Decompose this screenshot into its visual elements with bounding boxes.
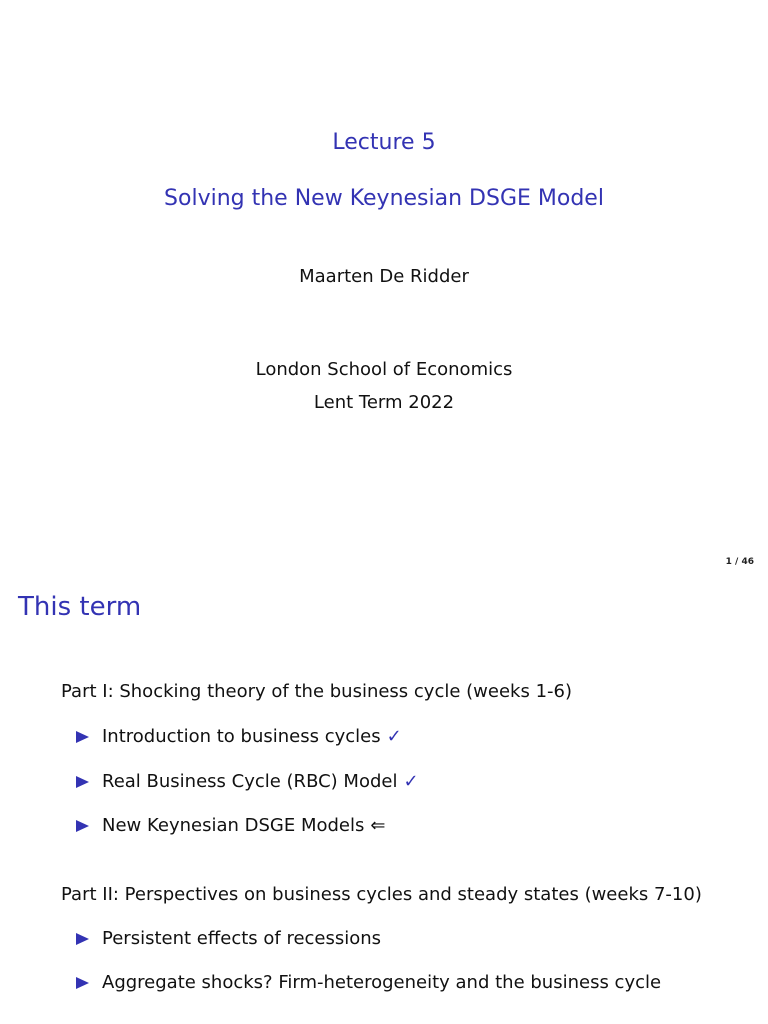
lecture-number: Lecture 5 xyxy=(332,130,436,155)
triangle-bullet-icon xyxy=(76,776,89,788)
triangle-bullet-icon xyxy=(76,820,89,832)
list-item-text: New Keynesian DSGE Models xyxy=(102,815,365,836)
institution: London School of Economics xyxy=(255,359,513,380)
list-item-text: Introduction to business cycles xyxy=(102,726,381,747)
author: Maarten De Ridder xyxy=(299,266,469,287)
list-item-text: Real Business Cycle (RBC) Model xyxy=(102,771,398,792)
page-number: 1 / 46 xyxy=(725,557,754,567)
triangle-bullet-icon xyxy=(76,731,89,743)
this-term-slide xyxy=(0,576,768,1024)
list-item-text: Persistent effects of recessions xyxy=(102,928,382,949)
list-item xyxy=(76,726,402,747)
list-item xyxy=(76,928,381,949)
list-item xyxy=(76,815,385,836)
part2-heading: Part II: Perspectives on business cycles and steady states (weeks 7-10) xyxy=(61,884,702,905)
triangle-bullet-icon xyxy=(76,933,89,945)
triangle-bullet-icon xyxy=(76,977,89,989)
term: Lent Term 2022 xyxy=(313,392,455,413)
list-item xyxy=(76,771,419,792)
lecture-title: Solving the New Keynesian DSGE Model xyxy=(164,186,604,211)
list-item-text: Aggregate shocks? Firm-heterogeneity and the business cycle xyxy=(102,972,662,993)
part1-heading: Part I: Shocking theory of the business cycle (weeks 1-6) xyxy=(61,681,572,702)
list-item xyxy=(76,972,661,993)
left-arrow-icon: ⇐ xyxy=(370,815,386,836)
frame-title: This term xyxy=(18,592,142,622)
checkmark-icon: ✓ xyxy=(386,726,402,747)
checkmark-icon: ✓ xyxy=(403,771,419,792)
